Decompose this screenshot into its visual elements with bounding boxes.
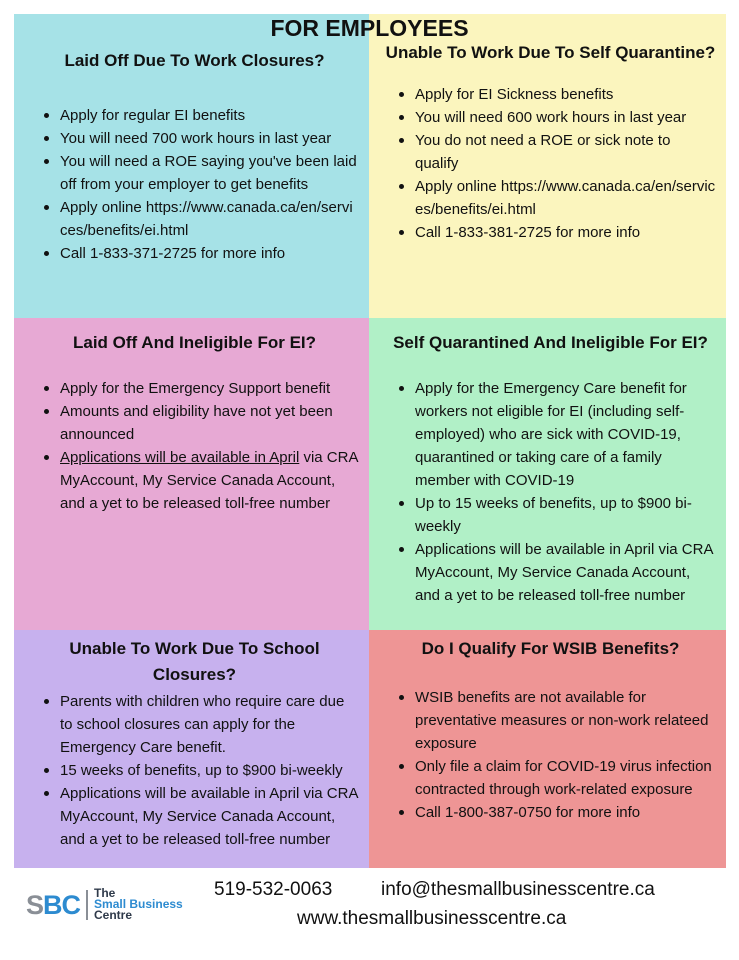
logo-divider — [86, 890, 88, 920]
logo-mark-s: S — [26, 889, 44, 920]
list-item: Apply for regular EI benefits — [44, 104, 359, 127]
bullet-list — [30, 377, 359, 515]
website-url: www.thesmallbusinesscentre.ca — [297, 908, 567, 929]
page-title: FOR EMPLOYEES — [270, 15, 469, 41]
logo-line-the: The — [94, 886, 116, 900]
list-item: Apply online https://www.canada.ca/en/services/benefits/ei.html — [44, 196, 359, 242]
list-item: You will need 700 work hours in last year — [44, 127, 359, 150]
section-self-quarantined-ineligible — [369, 318, 726, 630]
list-item: Apply online https://www.canada.ca/en/services/benefits/ei.html — [399, 175, 716, 221]
list-item: Parents with children who require care due to school closures can apply for the Emergency Care benefit. — [44, 690, 359, 759]
list-item: Call 1-800-387-0750 for more info — [399, 801, 716, 824]
section-heading: Unable To Work Due To School Closures? — [69, 639, 320, 684]
list-item: Apply for the Emergency Care benefit for workers not eligible for EI (including self-employed) who are sick with COVID-19, quarantined or taking care of a family member with COVID-19 — [399, 377, 716, 492]
list-item: Amounts and eligibility have not yet been announced — [44, 400, 359, 446]
list-item: 15 weeks of benefits, up to $900 bi-weekly — [44, 759, 359, 782]
logo-text — [94, 888, 183, 921]
list-item-text: via CRA MyAccount, My Service Canada Account, and a yet to be released toll-free number — [60, 449, 358, 512]
list-item: Apply for EI Sickness benefits — [399, 83, 716, 106]
section-school-closures — [14, 630, 369, 868]
footer — [0, 868, 739, 960]
section-heading: Laid Off And Ineligible For EI? — [72, 333, 317, 352]
list-item: Applications will be available in April via CRA MyAccount, My Service Canada Account, and a yet to be released toll-free number — [44, 782, 359, 851]
applications-underlined-text: Applications will be available in April — [60, 449, 300, 466]
bullet-list — [385, 377, 716, 607]
list-item: Apply for the Emergency Support benefit — [44, 377, 359, 400]
section-wsib-benefits — [369, 630, 726, 868]
logo-mark — [26, 890, 80, 920]
list-item: Only file a claim for COVID-19 virus infection contracted through work-related exposure — [399, 755, 716, 801]
logo-mark-bc: BC — [43, 889, 81, 920]
section-heading: Unable To Work Due To Self Quarantine? — [385, 43, 716, 62]
bullet-list — [30, 104, 359, 265]
phone-number: 519-532-0063 — [214, 879, 333, 900]
logo-line-centre: Centre — [94, 908, 133, 922]
list-item: Call 1-833-381-2725 for more info — [399, 221, 716, 244]
list-item: You will need a ROE saying you've been laid off from your employer to get benefits — [44, 150, 359, 196]
bullet-list — [30, 690, 359, 851]
list-item: WSIB benefits are not available for preventative measures or non-work relateed exposure — [399, 686, 716, 755]
list-item: Applications will be available in April via CRA MyAccount, My Service Canada Account, and a yet to be released toll-free number — [399, 538, 716, 607]
list-item — [44, 446, 359, 515]
bullet-list — [385, 686, 716, 824]
list-item: You will need 600 work hours in last year — [399, 106, 716, 129]
section-heading: Self Quarantined And Ineligible For EI? — [393, 333, 708, 352]
section-laid-off-ineligible — [14, 318, 369, 630]
email-address: info@thesmallbusinesscentre.ca — [381, 879, 655, 900]
section-self-quarantine — [369, 14, 726, 318]
section-laid-off-work-closures — [14, 14, 369, 318]
list-item: Call 1-833-371-2725 for more info — [44, 242, 359, 265]
section-heading: Laid Off Due To Work Closures? — [64, 51, 325, 70]
list-item: Up to 15 weeks of benefits, up to $900 bi-weekly — [399, 492, 716, 538]
section-heading: Do I Qualify For WSIB Benefits? — [421, 639, 680, 658]
sbc-logo — [26, 888, 183, 921]
benefits-grid — [14, 14, 726, 868]
list-item: You do not need a ROE or sick note to qualify — [399, 129, 716, 175]
logo-line-small-business: Small Business — [94, 897, 183, 911]
bullet-list — [385, 83, 716, 244]
